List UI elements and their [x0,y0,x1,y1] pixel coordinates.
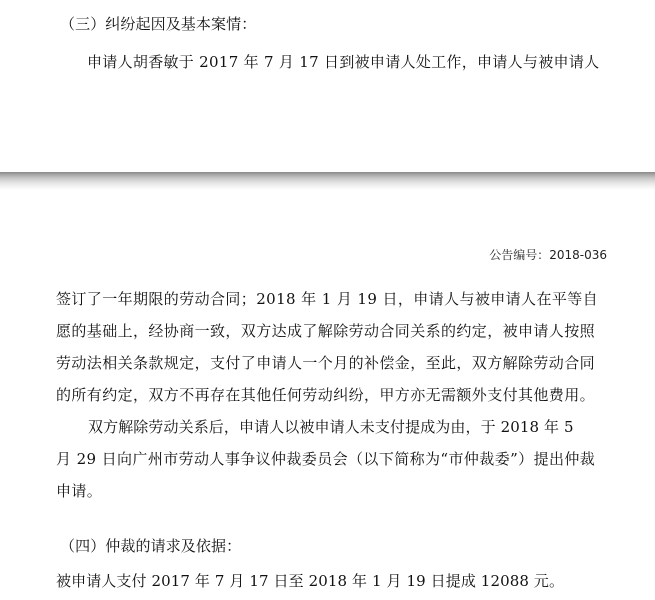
document-page-top [0,0,655,172]
paragraph-1-line-1: 签订了一年期限的劳动合同；2018 年 1 月 19 日，申请人与被申请人在平等自 [56,290,599,308]
section-3-paragraph-line: 申请人胡香敏于 2017 年 7 月 17 日到被申请人处工作，申请人与被申请人 [87,53,600,71]
announcement-number: 公告编号：2018-036 [489,248,607,262]
paragraph-1-line-3: 劳动法相关条款规定，支付了申请人一个月的补偿金，至此，双方解除劳动合同 [56,354,596,372]
paragraph-2-line-2: 月 29 日向广州市劳动人事争议仲裁委员会（以下简称为“市仲裁委”）提出仲裁 [56,450,596,468]
section-3-heading: （三）纠纷起因及基本案情： [60,15,257,33]
paragraph-2-line-3: 申请。 [56,482,103,500]
section-4-paragraph-line: 被申请人支付 2017 年 7 月 17 日至 2018 年 1 月 19 日提成 12088 元。 [56,572,565,590]
page-break-divider [0,172,655,190]
paragraph-1-line-4: 的所有约定，双方不再存在其他任何劳动纠纷，甲方亦无需额外支付其他费用。 [56,386,596,404]
paragraph-2-line-1: 双方解除劳动关系后，申请人以被申请人未支付提成为由，于 2018 年 5 [88,418,574,436]
section-4-heading: （四）仲裁的请求及依据： [60,537,242,555]
paragraph-1-line-2: 愿的基础上，经协商一致，双方达成了解除劳动合同关系的约定，被申请人按照 [56,322,596,340]
